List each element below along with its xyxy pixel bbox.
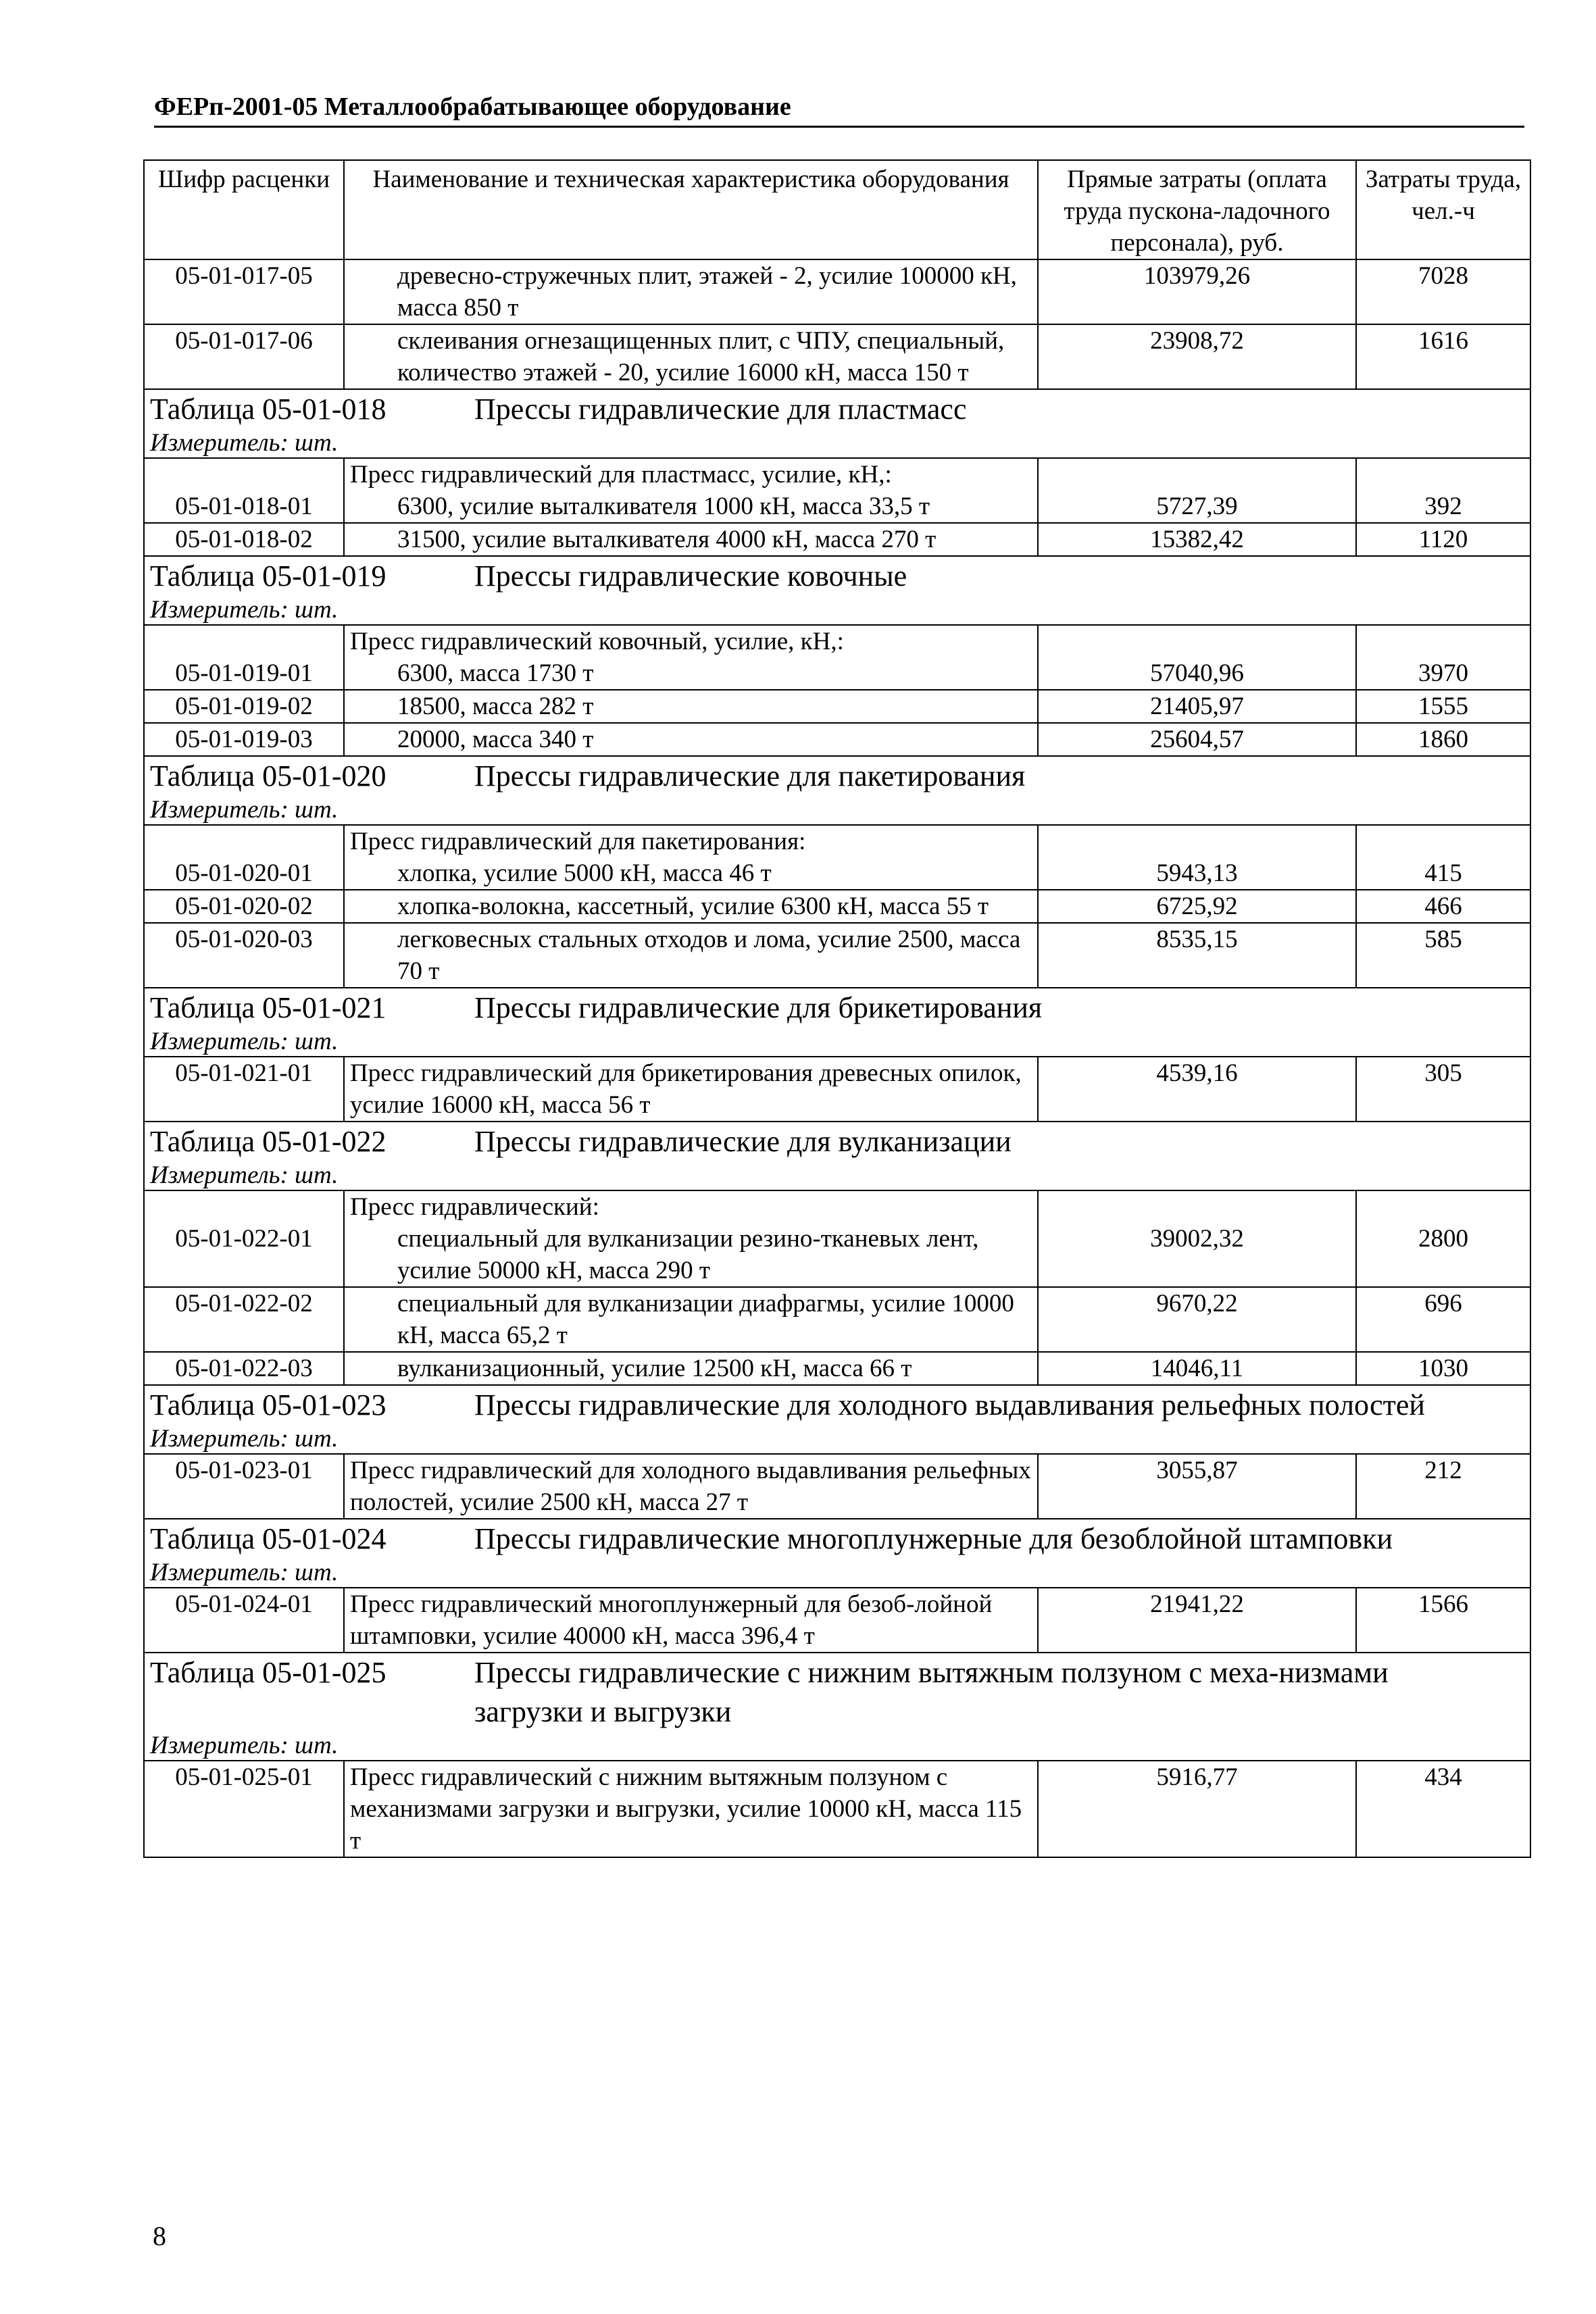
row-cost-text: 5727,39 bbox=[1156, 493, 1238, 520]
table-row bbox=[144, 324, 1530, 389]
row-name bbox=[344, 1287, 1038, 1352]
section-number: Таблица 05-01-022 bbox=[150, 1125, 386, 1158]
table-row bbox=[144, 690, 1530, 723]
row-labor-text: 3970 bbox=[1418, 659, 1468, 687]
row-name-text: Пресс гидравлический для холодного выдавливания рельефных полостей, усилие 2500 кН, масса 27 т bbox=[350, 1457, 1031, 1516]
row-name-text: 6300, усилие выталкивателя 1000 кН, масса 33,5 т bbox=[397, 493, 930, 520]
table-row bbox=[144, 1057, 1530, 1122]
table-section-title bbox=[144, 1385, 1530, 1425]
row-cost-text: 5943,13 bbox=[1156, 859, 1238, 887]
spacer bbox=[1044, 826, 1350, 857]
row-code-text: 05-01-022-03 bbox=[175, 1355, 313, 1382]
section-title-cell bbox=[144, 556, 1530, 596]
meter-label: Измеритель: шт. bbox=[144, 1732, 1530, 1761]
meter-label: Измеритель: шт. bbox=[144, 1028, 1530, 1057]
section-number: Таблица 05-01-019 bbox=[150, 559, 386, 593]
table-row bbox=[144, 1761, 1530, 1857]
row-name-text: Пресс гидравлический для брикетирования древесных опилок, усилие 16000 кН, масса 56 т bbox=[350, 1059, 1022, 1119]
spacer bbox=[1044, 459, 1350, 491]
row-cost-text: 6725,92 bbox=[1156, 892, 1238, 920]
row-code bbox=[144, 1287, 344, 1352]
row-cost-text: 21405,97 bbox=[1150, 693, 1244, 720]
group-label: Пресс гидравлический ковочный, усилие, кН,: bbox=[350, 628, 844, 655]
row-code-text: 05-01-023-01 bbox=[175, 1457, 313, 1484]
row-cost bbox=[1038, 825, 1356, 890]
row-name bbox=[344, 890, 1038, 923]
row-code-text: 05-01-021-01 bbox=[175, 1059, 313, 1087]
row-cost: 103979,26 bbox=[1038, 259, 1356, 324]
row-labor bbox=[1356, 1287, 1530, 1352]
section-number: Таблица 05-01-023 bbox=[150, 1388, 386, 1422]
row-labor-text: 212 bbox=[1424, 1457, 1462, 1484]
table-section-title bbox=[144, 1122, 1530, 1161]
row-name bbox=[344, 523, 1038, 556]
row-labor-text: 415 bbox=[1424, 859, 1462, 887]
row-code: 05-01-017-05 bbox=[144, 259, 344, 324]
row-code bbox=[144, 1588, 344, 1653]
table-row bbox=[144, 1190, 1530, 1287]
row-name-text: легковесных стальных отходов и лома, усилие 2500, масса 70 т bbox=[397, 926, 1021, 985]
row-name: древесно-стружечных плит, этажей - 2, усилие 100000 кН, масса 850 т bbox=[344, 259, 1038, 324]
row-cost bbox=[1038, 1057, 1356, 1122]
section-title: Прессы гидравлические многоплунжерные для безоблойной штамповки bbox=[474, 1522, 1393, 1555]
row-labor bbox=[1356, 723, 1530, 756]
row-name-text: специальный для вулканизации резино-тканевых лент, усилие 50000 кН, масса 290 т bbox=[397, 1225, 979, 1284]
section-number: Таблица 05-01-024 bbox=[150, 1522, 386, 1555]
row-labor bbox=[1356, 523, 1530, 556]
meter-label: Измеритель: шт. bbox=[144, 1559, 1530, 1588]
table-row bbox=[144, 723, 1530, 756]
row-cost-text: 3055,87 bbox=[1156, 1457, 1238, 1484]
table-section-meter bbox=[144, 1161, 1530, 1190]
row-cost-text: 39002,32 bbox=[1150, 1225, 1244, 1253]
col-header-name: Наименование и техническая характеристика оборудования bbox=[344, 160, 1038, 259]
row-code-text: 05-01-018-01 bbox=[175, 493, 313, 520]
section-title-cell bbox=[144, 1122, 1530, 1161]
row-labor bbox=[1356, 825, 1530, 890]
row-labor bbox=[1356, 1588, 1530, 1653]
section-number: Таблица 05-01-018 bbox=[150, 393, 386, 426]
row-code bbox=[144, 1761, 344, 1857]
row-cost bbox=[1038, 1190, 1356, 1287]
section-title-cell bbox=[144, 389, 1530, 429]
row-cost bbox=[1038, 458, 1356, 523]
row-name bbox=[344, 723, 1038, 756]
table-row bbox=[144, 825, 1530, 890]
row-labor bbox=[1356, 890, 1530, 923]
row-name bbox=[344, 1454, 1038, 1519]
group-label: Пресс гидравлический для пластмасс, усилие, кН,: bbox=[350, 461, 892, 488]
section-title: Прессы гидравлические для пакетирования bbox=[474, 759, 1026, 793]
row-code-text: 05-01-019-02 bbox=[175, 693, 313, 720]
row-labor-text: 434 bbox=[1424, 1763, 1462, 1791]
spacer bbox=[150, 826, 338, 857]
row-cost-text: 9670,22 bbox=[1156, 1290, 1238, 1317]
meter-label: Измеритель: шт. bbox=[144, 1161, 1530, 1190]
row-code bbox=[144, 923, 344, 988]
spacer bbox=[150, 626, 338, 657]
table-section-meter bbox=[144, 596, 1530, 625]
rates-table bbox=[143, 159, 1531, 1858]
spacer bbox=[1362, 626, 1524, 657]
table-row bbox=[144, 1287, 1530, 1352]
row-cost bbox=[1038, 1352, 1356, 1385]
col-header-cost: Прямые затраты (оплата труда пускона-ладочного персонала), руб. bbox=[1038, 160, 1356, 259]
row-code-text: 05-01-025-01 bbox=[175, 1763, 313, 1791]
section-title-cell bbox=[144, 756, 1530, 796]
row-name-text: хлопка, усилие 5000 кН, масса 46 т bbox=[397, 859, 772, 887]
group-label: Пресс гидравлический: bbox=[350, 1193, 599, 1221]
meter-label: Измеритель: шт. bbox=[144, 429, 1530, 458]
row-code-text: 05-01-024-01 bbox=[175, 1590, 313, 1618]
row-code bbox=[144, 825, 344, 890]
table-section-title bbox=[144, 988, 1530, 1028]
section-title: Прессы гидравлические для вулканизации bbox=[474, 1125, 1012, 1158]
row-labor bbox=[1356, 458, 1530, 523]
spacer bbox=[150, 1191, 338, 1223]
meter-label: Измеритель: шт. bbox=[144, 596, 1530, 625]
table-section-title bbox=[144, 556, 1530, 596]
row-cost-text: 14046,11 bbox=[1150, 1355, 1244, 1382]
row-cost bbox=[1038, 625, 1356, 690]
col-header-labor: Затраты труда, чел.-ч bbox=[1356, 160, 1530, 259]
row-code bbox=[144, 458, 344, 523]
section-title: Прессы гидравлические для брикетирования bbox=[474, 991, 1043, 1024]
section-title-cell bbox=[144, 1519, 1530, 1559]
row-labor bbox=[1356, 690, 1530, 723]
section-title-cell bbox=[144, 988, 1530, 1028]
row-name-text: 6300, масса 1730 т bbox=[397, 659, 594, 687]
section-title: Прессы гидравлические ковочные bbox=[474, 559, 907, 593]
table-section-meter bbox=[144, 1732, 1530, 1761]
table-section-meter bbox=[144, 429, 1530, 458]
row-labor-text: 1860 bbox=[1418, 726, 1468, 753]
table-section-meter bbox=[144, 1028, 1530, 1057]
row-name-text: Пресс гидравлический многоплунжерный для безоб-лойной штамповки, усилие 40000 кН, масса 396,4 т bbox=[350, 1590, 993, 1650]
row-labor bbox=[1356, 1454, 1530, 1519]
section-title-cell bbox=[144, 1653, 1530, 1732]
row-cost bbox=[1038, 723, 1356, 756]
group-label: Пресс гидравлический для пакетирования: bbox=[350, 828, 806, 855]
row-cost-text: 15382,42 bbox=[1150, 526, 1244, 553]
row-cost bbox=[1038, 1287, 1356, 1352]
spacer bbox=[1044, 1191, 1350, 1223]
row-code-text: 05-01-019-01 bbox=[175, 659, 313, 687]
table-row bbox=[144, 923, 1530, 988]
row-cost bbox=[1038, 523, 1356, 556]
row-labor-text: 1120 bbox=[1418, 526, 1468, 553]
row-name-text: вулканизационный, усилие 12500 кН, масса 66 т bbox=[397, 1355, 912, 1382]
row-name: склеивания огнезащищенных плит, с ЧПУ, специальный, количество этажей - 20, усилие 16000 кН, масса 150 т bbox=[344, 324, 1038, 389]
spacer bbox=[1362, 826, 1524, 857]
row-labor-text: 392 bbox=[1424, 493, 1462, 520]
row-labor bbox=[1356, 625, 1530, 690]
row-cost-text: 21941,22 bbox=[1150, 1590, 1244, 1618]
table-row bbox=[144, 1454, 1530, 1519]
row-name bbox=[344, 1588, 1038, 1653]
row-cost bbox=[1038, 890, 1356, 923]
meter-label: Измеритель: шт. bbox=[144, 796, 1530, 825]
table-section-meter bbox=[144, 1559, 1530, 1588]
row-labor-text: 1555 bbox=[1418, 693, 1468, 720]
row-cost-text: 8535,15 bbox=[1156, 926, 1238, 953]
section-number: Таблица 05-01-020 bbox=[150, 759, 386, 793]
row-name-text: хлопка-волокна, кассетный, усилие 6300 кН, масса 55 т bbox=[397, 892, 989, 920]
row-labor-text: 696 bbox=[1424, 1290, 1462, 1317]
row-code-text: 05-01-018-02 bbox=[175, 526, 313, 553]
row-cost-text: 4539,16 bbox=[1156, 1059, 1238, 1087]
row-code: 05-01-017-06 bbox=[144, 324, 344, 389]
row-code bbox=[144, 690, 344, 723]
row-code bbox=[144, 723, 344, 756]
table-section-title bbox=[144, 1519, 1530, 1559]
table-row bbox=[144, 1588, 1530, 1653]
row-name-text: 20000, масса 340 т bbox=[397, 726, 594, 753]
row-code-text: 05-01-019-03 bbox=[175, 726, 313, 753]
row-cost-text: 57040,96 bbox=[1150, 659, 1244, 687]
row-name bbox=[344, 625, 1038, 690]
row-code-text: 05-01-020-03 bbox=[175, 926, 313, 953]
col-header-code: Шифр расценки bbox=[144, 160, 344, 259]
row-cost bbox=[1038, 1761, 1356, 1857]
row-labor-text: 1030 bbox=[1418, 1355, 1468, 1382]
row-labor-text: 466 bbox=[1424, 892, 1462, 920]
row-code-text: 05-01-020-02 bbox=[175, 892, 313, 920]
row-name bbox=[344, 1190, 1038, 1287]
row-labor bbox=[1356, 1761, 1530, 1857]
table-section-meter bbox=[144, 796, 1530, 825]
row-labor-text: 2800 bbox=[1418, 1225, 1468, 1253]
spacer bbox=[150, 459, 338, 491]
row-cost-text: 25604,57 bbox=[1150, 726, 1244, 753]
row-name-text: Пресс гидравлический с нижним вытяжным ползуном с механизмами загрузки и выгрузки, усилие 10000 кН, масса 115 т bbox=[350, 1763, 1022, 1855]
meter-label: Измеритель: шт. bbox=[144, 1425, 1530, 1454]
row-code bbox=[144, 523, 344, 556]
row-code bbox=[144, 1057, 344, 1122]
spacer bbox=[1362, 1191, 1524, 1223]
row-labor: 7028 bbox=[1356, 259, 1530, 324]
section-number: Таблица 05-01-025 bbox=[150, 1656, 386, 1689]
row-labor-text: 585 bbox=[1424, 926, 1462, 953]
section-number: Таблица 05-01-021 bbox=[150, 991, 386, 1024]
row-name bbox=[344, 690, 1038, 723]
row-cost bbox=[1038, 690, 1356, 723]
section-title: Прессы гидравлические для пластмасс bbox=[474, 393, 967, 426]
row-name bbox=[344, 923, 1038, 988]
row-code bbox=[144, 1352, 344, 1385]
row-cost-text: 5916,77 bbox=[1156, 1763, 1238, 1791]
header-rule bbox=[154, 126, 1524, 128]
row-code-text: 05-01-020-01 bbox=[175, 859, 313, 887]
row-labor bbox=[1356, 1057, 1530, 1122]
row-labor: 1616 bbox=[1356, 324, 1530, 389]
row-code bbox=[144, 890, 344, 923]
row-cost bbox=[1038, 1454, 1356, 1519]
row-name-text: специальный для вулканизации диафрагмы, усилие 10000 кН, масса 65,2 т bbox=[397, 1290, 1014, 1349]
table-section-title bbox=[144, 1653, 1530, 1732]
page-header: ФЕРп-2001-05 Металлообрабатывающее оборудование bbox=[154, 93, 791, 121]
row-code bbox=[144, 625, 344, 690]
row-code bbox=[144, 1190, 344, 1287]
page-number: 8 bbox=[153, 2221, 166, 2251]
section-title: Прессы гидравлические с нижним вытяжным ползуном с меха-низмами загрузки и выгрузки bbox=[474, 1656, 1389, 1728]
row-name bbox=[344, 458, 1038, 523]
row-labor bbox=[1356, 1190, 1530, 1287]
row-labor bbox=[1356, 1352, 1530, 1385]
row-name bbox=[344, 1352, 1038, 1385]
row-code bbox=[144, 1454, 344, 1519]
row-code-text: 05-01-022-02 bbox=[175, 1290, 313, 1317]
spacer bbox=[1044, 626, 1350, 657]
table-row bbox=[144, 1352, 1530, 1385]
row-code-text: 05-01-022-01 bbox=[175, 1225, 313, 1253]
row-name bbox=[344, 1761, 1038, 1857]
table-header-row bbox=[144, 160, 1530, 259]
row-cost bbox=[1038, 1588, 1356, 1653]
table-row bbox=[144, 458, 1530, 523]
table-section-title bbox=[144, 389, 1530, 429]
table-row bbox=[144, 625, 1530, 690]
section-title-cell bbox=[144, 1385, 1530, 1425]
table-section-title bbox=[144, 756, 1530, 796]
row-name bbox=[344, 825, 1038, 890]
table-row bbox=[144, 890, 1530, 923]
section-title: Прессы гидравлические для холодного выдавливания рельефных полостей bbox=[474, 1388, 1425, 1422]
table-row bbox=[144, 523, 1530, 556]
row-name-text: 18500, масса 282 т bbox=[397, 693, 594, 720]
row-cost: 23908,72 bbox=[1038, 324, 1356, 389]
row-labor bbox=[1356, 923, 1530, 988]
row-labor-text: 1566 bbox=[1418, 1590, 1468, 1618]
row-name-text: 31500, усилие выталкивателя 4000 кН, масса 270 т bbox=[397, 526, 937, 553]
table-row bbox=[144, 259, 1530, 324]
table-section-meter bbox=[144, 1425, 1530, 1454]
spacer bbox=[1362, 459, 1524, 491]
row-labor-text: 305 bbox=[1424, 1059, 1462, 1087]
row-cost bbox=[1038, 923, 1356, 988]
row-name bbox=[344, 1057, 1038, 1122]
